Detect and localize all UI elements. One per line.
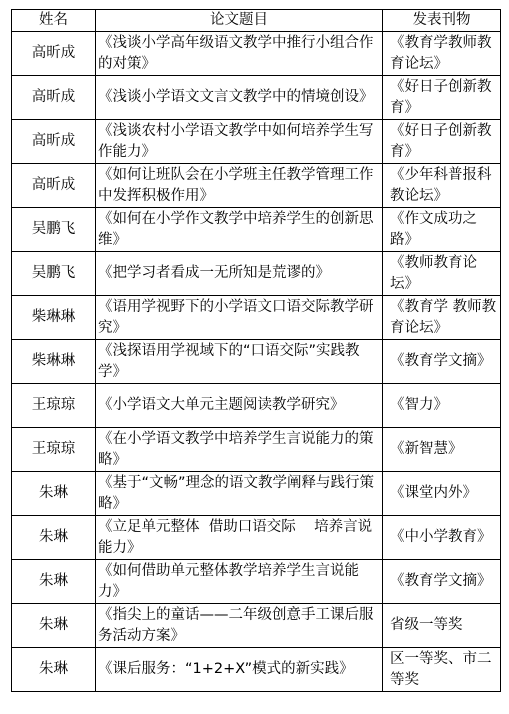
author-cell: 高昕成 [12, 32, 96, 76]
table-row [12, 428, 501, 472]
author-cell: 高昕成 [12, 76, 96, 120]
table-row [12, 604, 501, 648]
table-row [12, 76, 501, 120]
venue-cell: 《教育学 教师教育论坛》 [383, 296, 501, 340]
table-row [12, 208, 501, 252]
title-cell: 《在小学语文教学中培养学生言说能力的策略》 [96, 428, 383, 472]
title-cell: 《浅谈小学高年级语文教学中推行小组合作的对策》 [96, 32, 383, 76]
title-cell: 《语用学视野下的小学语文口语交际教学研究》 [96, 296, 383, 340]
paper-table [11, 9, 501, 692]
author-cell: 柴琳琳 [12, 340, 96, 384]
title-cell: 《课后服务：“1+2+X”模式的新实践》 [96, 648, 383, 692]
author-cell: 高昕成 [12, 120, 96, 164]
title-cell: 《如何让班队会在小学班主任教学管理工作中发挥积极作用》 [96, 164, 383, 208]
table-row [12, 296, 501, 340]
author-cell: 王琼琼 [12, 428, 96, 472]
title-cell: 《小学语文大单元主题阅读教学研究》 [96, 384, 383, 428]
venue-cell: 《好日子创新教育》 [383, 76, 501, 120]
header-title: 论文题目 [96, 10, 383, 32]
author-cell: 柴琳琳 [12, 296, 96, 340]
paper-list-document [11, 9, 500, 692]
table-row [12, 164, 501, 208]
venue-cell: 区一等奖、市二等奖 [383, 648, 501, 692]
title-cell: 《如何在小学作文教学中培养学生的创新思维》 [96, 208, 383, 252]
venue-cell: 《教育学文摘》 [383, 560, 501, 604]
title-cell: 《浅谈农村小学语文教学中如何培养学生写作能力》 [96, 120, 383, 164]
table-row [12, 472, 501, 516]
venue-cell: 《教师教育论坛》 [383, 252, 501, 296]
table-row [12, 516, 501, 560]
author-cell: 高昕成 [12, 164, 96, 208]
table-row [12, 384, 501, 428]
author-cell: 吴鹏飞 [12, 252, 96, 296]
header-venue: 发表刊物 [383, 10, 501, 32]
venue-cell: 《课堂内外》 [383, 472, 501, 516]
author-cell: 朱琳 [12, 472, 96, 516]
table-row [12, 252, 501, 296]
table-row [12, 648, 501, 692]
title-cell: 《如何借助单元整体教学培养学生言说能力》 [96, 560, 383, 604]
title-cell: 《浅谈小学语文文言文教学中的情境创设》 [96, 76, 383, 120]
venue-cell: 《中小学教育》 [383, 516, 501, 560]
author-cell: 王琼琼 [12, 384, 96, 428]
venue-cell: 省级一等奖 [383, 604, 501, 648]
table-row [12, 120, 501, 164]
title-cell: 《立足单元整体 借助口语交际 培养言说能力》 [96, 516, 383, 560]
table-row [12, 340, 501, 384]
header-author: 姓名 [12, 10, 96, 32]
title-cell: 《把学习者看成一无所知是荒谬的》 [96, 252, 383, 296]
venue-cell: 《作文成功之路》 [383, 208, 501, 252]
title-cell: 《浅探语用学视域下的“口语交际”实践教学》 [96, 340, 383, 384]
venue-cell: 《少年科普报科教论坛》 [383, 164, 501, 208]
author-cell: 朱琳 [12, 648, 96, 692]
title-cell: 《基于“文畅”理念的语文教学阐释与践行策略》 [96, 472, 383, 516]
table-row [12, 560, 501, 604]
venue-cell: 《智力》 [383, 384, 501, 428]
venue-cell: 《教育学文摘》 [383, 340, 501, 384]
title-cell: 《指尖上的童话——二年级创意手工课后服务活动方案》 [96, 604, 383, 648]
table-header-row [12, 10, 501, 32]
venue-cell: 《好日子创新教育》 [383, 120, 501, 164]
author-cell: 吴鹏飞 [12, 208, 96, 252]
table-row [12, 32, 501, 76]
venue-cell: 《新智慧》 [383, 428, 501, 472]
author-cell: 朱琳 [12, 560, 96, 604]
author-cell: 朱琳 [12, 516, 96, 560]
author-cell: 朱琳 [12, 604, 96, 648]
venue-cell: 《教育学教师教育论坛》 [383, 32, 501, 76]
